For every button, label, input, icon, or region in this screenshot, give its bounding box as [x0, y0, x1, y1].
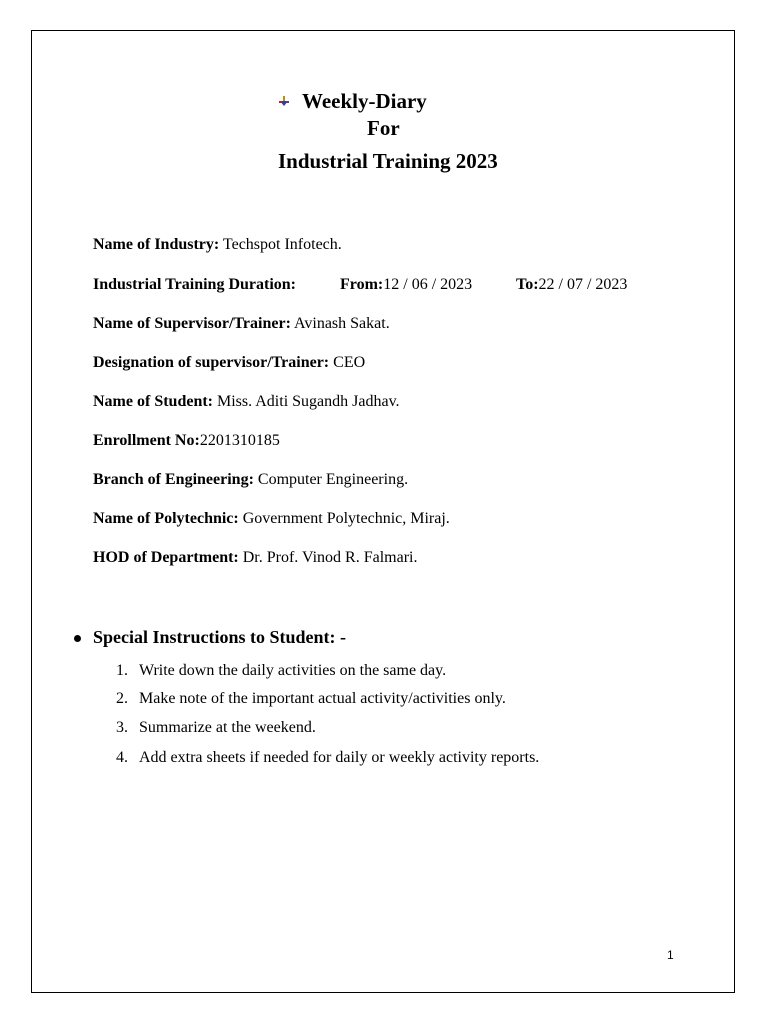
to-value: 22 / 07 / 2023: [538, 276, 628, 293]
field-industry: [93, 236, 342, 254]
field-label: Name of Supervisor/Trainer:: [93, 315, 291, 332]
list-item-text: Write down the daily activities on the same day.: [139, 662, 447, 679]
field-value: Dr. Prof. Vinod R. Falmari.: [238, 549, 418, 566]
list-item-number: 4.: [116, 749, 128, 766]
list-item-number: 3.: [116, 719, 128, 736]
list-item: [116, 662, 446, 680]
list-item-text: Summarize at the weekend.: [139, 719, 316, 736]
page-number: 1: [667, 948, 674, 962]
list-item-text: Make note of the important actual activity/activities only.: [139, 690, 506, 707]
arrow-down-colored-bullet-icon: [278, 88, 290, 100]
field-label: Designation of supervisor/Trainer:: [93, 354, 330, 371]
field-value: CEO: [329, 354, 366, 371]
from-value: 12 / 06 / 2023: [383, 276, 473, 293]
field-duration: [93, 276, 296, 294]
field-polytechnic: [93, 510, 450, 528]
field-label: HOD of Department:: [93, 549, 239, 566]
field-value: Miss. Aditi Sugandh Jadhav.: [213, 393, 400, 410]
field-branch: [93, 471, 408, 489]
field-value: Techspot Infotech.: [219, 236, 342, 253]
instructions-heading: Special Instructions to Student: -: [93, 627, 347, 647]
field-designation: [93, 354, 365, 372]
title-text-1: Weekly-Diary: [302, 89, 427, 113]
field-label: Name of Student:: [93, 393, 213, 410]
field-supervisor: [93, 315, 390, 333]
field-label: Name of Industry:: [93, 236, 220, 253]
list-item: [116, 719, 316, 737]
to-label: To:: [516, 276, 539, 293]
field-label: Industrial Training Duration:: [93, 276, 297, 293]
list-item-text: Add extra sheets if needed for daily or weekly activity reports.: [139, 749, 540, 766]
field-value: Computer Engineering.: [253, 471, 409, 488]
field-label: Name of Polytechnic:: [93, 510, 239, 527]
from-label: From:: [340, 276, 384, 293]
field-value: Avinash Sakat.: [290, 315, 390, 332]
list-item-number: 2.: [116, 690, 128, 707]
title-line-weekly-diary: [278, 88, 427, 114]
field-duration-to: [516, 276, 627, 294]
list-item-number: 1.: [116, 662, 128, 679]
list-item: [116, 749, 539, 767]
field-enrollment: [93, 432, 280, 450]
field-hod: [93, 549, 418, 567]
list-item: [116, 690, 506, 708]
field-value: Government Polytechnic, Miraj.: [238, 510, 450, 527]
field-student: [93, 393, 400, 411]
title-line-training: Industrial Training 2023: [278, 149, 498, 173]
field-label: Branch of Engineering:: [93, 471, 254, 488]
bullet-dot-icon: [74, 635, 81, 642]
field-label: Enrollment No:: [93, 432, 200, 449]
field-duration-from: [340, 276, 472, 294]
title-line-for: For: [367, 116, 400, 140]
field-value: 2201310185: [199, 432, 280, 449]
